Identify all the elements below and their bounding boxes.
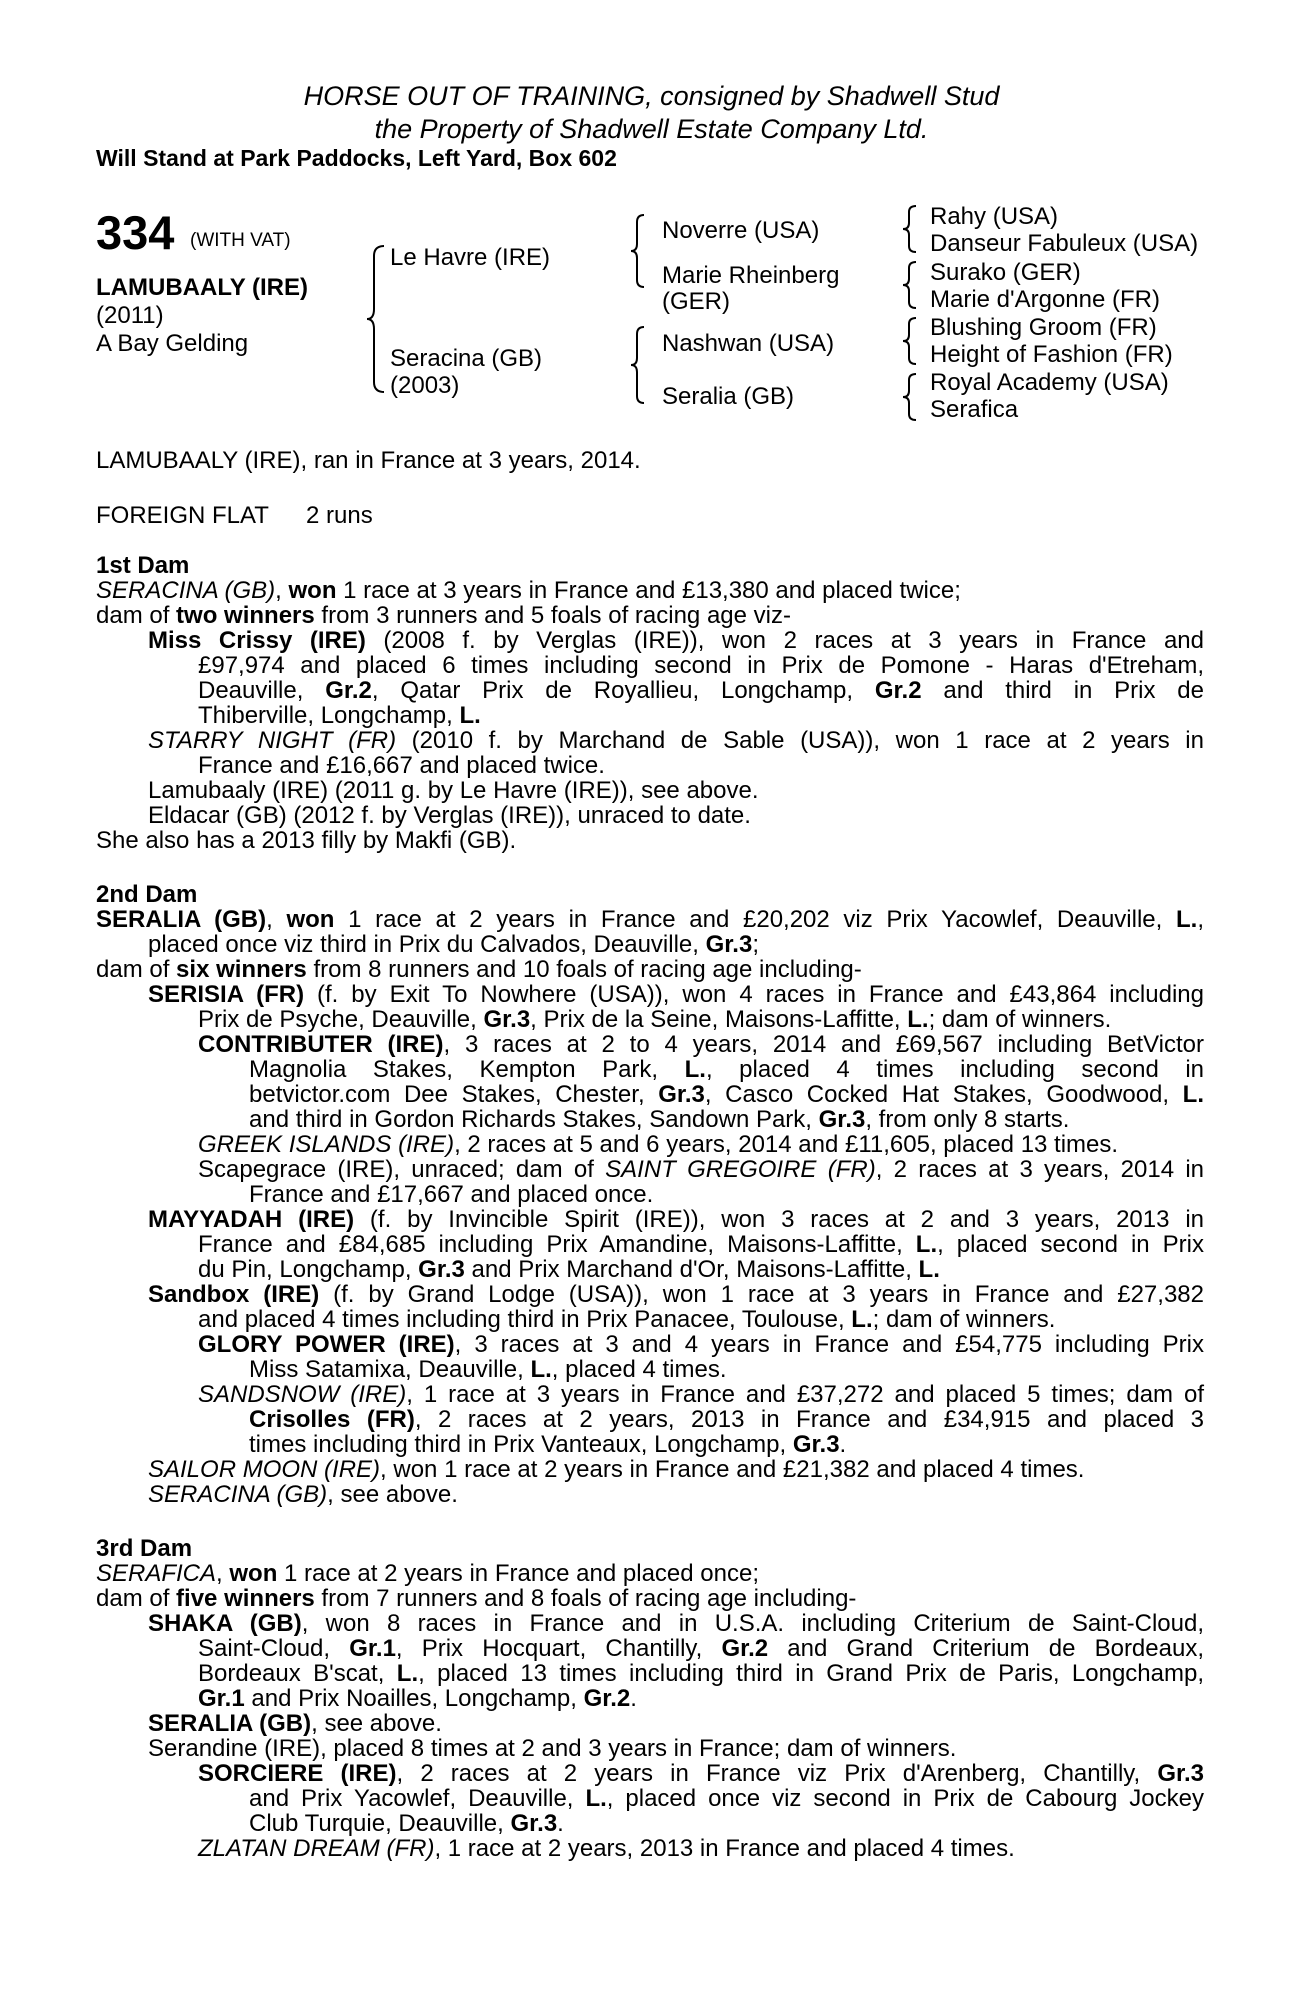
text-line: SHAKA (GB), won 8 races in France and in U.S.A. including Criterium de Saint-Cloud, bbox=[148, 1610, 1204, 1637]
text-line: France and £17,667 and placed once. bbox=[249, 1181, 654, 1208]
text-line: MAYYADAH (IRE) (f. by Invincible Spirit (IRE)), won 3 races at 2 and 3 years, 2013 in bbox=[148, 1206, 1204, 1233]
text-line: placed once viz third in Prix du Calvados, Deauville, Gr.3; bbox=[148, 931, 759, 958]
pedigree-brace-sire bbox=[630, 213, 646, 289]
text-line: Gr.1 and Prix Noailles, Longchamp, Gr.2. bbox=[198, 1685, 637, 1712]
text-line: dam of five winners from 7 runners and 8 foals of racing age including- bbox=[96, 1585, 857, 1612]
text-line: STARRY NIGHT (FR) (2010 f. by Marchand de Sable (USA)), won 1 race at 2 years in bbox=[148, 727, 1204, 754]
text-line: France and £16,667 and placed twice. bbox=[198, 752, 605, 779]
text-line: dam of two winners from 3 runners and 5 foals of racing age viz- bbox=[96, 602, 791, 629]
pedigree-dam-dam: Seralia (GB) bbox=[662, 383, 795, 410]
pedigree-g1: Rahy (USA) bbox=[930, 203, 1059, 230]
horse-year: (2011) bbox=[96, 302, 164, 329]
pedigree-g7: Royal Academy (USA) bbox=[930, 369, 1169, 396]
text-line: SERACINA (GB), see above. bbox=[148, 1481, 458, 1508]
text-line: times including third in Prix Vanteaux, Longchamp, Gr.3. bbox=[249, 1431, 847, 1458]
horse-description: A Bay Gelding bbox=[96, 330, 249, 357]
race-summary: LAMUBAALY (IRE), ran in France at 3 years, 2014. bbox=[96, 447, 641, 474]
horse-name: LAMUBAALY (IRE) bbox=[96, 274, 309, 301]
text-line: Lamubaaly (IRE) (2011 g. by Le Havre (IRE)), see above. bbox=[148, 777, 759, 804]
text-line: SERALIA (GB), won 1 race at 2 years in France and £20,202 viz Prix Yacowlef, Deauville, L., bbox=[96, 906, 1204, 933]
pedigree-g2: Danseur Fabuleux (USA) bbox=[930, 230, 1199, 257]
pedigree-g8: Serafica bbox=[930, 396, 1019, 423]
text-line: Deauville, Gr.2, Qatar Prix de Royallieu, Longchamp, Gr.2 and third in Prix de bbox=[198, 677, 1204, 704]
section-heading-1st-dam: 1st Dam bbox=[96, 552, 190, 579]
lot-number: 334 bbox=[96, 206, 175, 259]
pedigree-g5: Blushing Groom (FR) bbox=[930, 314, 1157, 341]
text-line: and third in Gordon Richards Stakes, Sandown Park, Gr.3, from only 8 starts. bbox=[249, 1106, 1070, 1133]
pedigree-dam: Seracina (GB) bbox=[390, 345, 543, 372]
stand-line: Will Stand at Park Paddocks, Left Yard, Box 602 bbox=[96, 145, 617, 171]
pedigree-brace-g4 bbox=[902, 372, 918, 422]
property-line: the Property of Shadwell Estate Company Ltd. bbox=[374, 114, 929, 144]
text-line: She also has a 2013 filly by Makfi (GB). bbox=[96, 827, 517, 854]
text-line: Serandine (IRE), placed 8 times at 2 and 3 years in France; dam of winners. bbox=[148, 1735, 957, 1762]
text-line: GREEK ISLANDS (IRE), 2 races at 5 and 6 years, 2014 and £11,605, placed 13 times. bbox=[198, 1131, 1119, 1158]
text-line: Bordeaux B'scat, L., placed 13 times including third in Grand Prix de Paris, Longchamp, bbox=[198, 1660, 1204, 1687]
text-line: Sandbox (IRE) (f. by Grand Lodge (USA)), won 1 race at 3 years in France and £27,382 bbox=[148, 1281, 1204, 1308]
pedigree-brace-g3 bbox=[902, 316, 918, 366]
pedigree-sire-dam: Marie Rheinberg bbox=[662, 262, 840, 289]
pedigree-brace-main bbox=[366, 244, 386, 394]
text-line: dam of six winners from 8 runners and 10 foals of racing age including- bbox=[96, 956, 862, 983]
text-line: SERAFICA, won 1 race at 2 years in France and placed once; bbox=[96, 1560, 759, 1587]
text-line: Miss Satamixa, Deauville, L., placed 4 times. bbox=[249, 1356, 727, 1383]
text-line: and Prix Yacowlef, Deauville, L., placed once viz second in Prix de Cabourg Jockey bbox=[249, 1785, 1204, 1812]
text-line: SERISIA (FR) (f. by Exit To Nowhere (USA)), won 4 races in France and £43,864 including bbox=[148, 981, 1204, 1008]
pedigree-dam-sire: Nashwan (USA) bbox=[662, 330, 835, 357]
text-line: ZLATAN DREAM (FR), 1 race at 2 years, 2013 in France and placed 4 times. bbox=[198, 1835, 1015, 1862]
text-line: Miss Crissy (IRE) (2008 f. by Verglas (IRE)), won 2 races at 3 years in France and bbox=[148, 627, 1204, 654]
vat-label: (WITH VAT) bbox=[190, 230, 291, 251]
text-line: Scapegrace (IRE), unraced; dam of SAINT GREGOIRE (FR), 2 races at 3 years, 2014 in bbox=[198, 1156, 1205, 1183]
text-line: Saint-Cloud, Gr.1, Prix Hocquart, Chantilly, Gr.2 and Grand Criterium de Bordeaux, bbox=[198, 1635, 1204, 1662]
text-line: Prix de Psyche, Deauville, Gr.3, Prix de la Seine, Maisons-Laffitte, L.; dam of winners. bbox=[198, 1006, 1112, 1033]
pedigree-sire-dam-country: (GER) bbox=[662, 288, 730, 315]
foreign-flat-runs: 2 runs bbox=[306, 502, 373, 529]
text-line: CONTRIBUTER (IRE), 3 races at 2 to 4 years, 2014 and £69,567 including BetVictor bbox=[198, 1031, 1204, 1058]
text-line: £97,974 and placed 6 times including second in Prix de Pomone - Haras d'Etreham, bbox=[198, 652, 1204, 679]
pedigree-sire: Le Havre (IRE) bbox=[390, 244, 551, 271]
foreign-flat-label: FOREIGN FLAT bbox=[96, 502, 269, 529]
consignor-line: HORSE OUT OF TRAINING, consigned by Shadwell Stud bbox=[303, 81, 1000, 111]
section-heading-3rd-dam: 3rd Dam bbox=[96, 1535, 193, 1562]
pedigree-brace-dam bbox=[630, 325, 646, 405]
text-line: SERACINA (GB), won 1 race at 3 years in France and £13,380 and placed twice; bbox=[96, 577, 961, 604]
text-line: SORCIERE (IRE), 2 races at 2 years in France viz Prix d'Arenberg, Chantilly, Gr.3 bbox=[198, 1760, 1205, 1787]
text-line: and placed 4 times including third in Prix Panacee, Toulouse, L.; dam of winners. bbox=[198, 1306, 1056, 1333]
pedigree-g6: Height of Fashion (FR) bbox=[930, 341, 1173, 368]
text-line: Eldacar (GB) (2012 f. by Verglas (IRE)), unraced to date. bbox=[148, 802, 751, 829]
pedigree-brace-g2 bbox=[902, 260, 918, 310]
text-line: betvictor.com Dee Stakes, Chester, Gr.3, Casco Cocked Hat Stakes, Goodwood, L. bbox=[249, 1081, 1204, 1108]
text-line: GLORY POWER (IRE), 3 races at 3 and 4 years in France and £54,775 including Prix bbox=[198, 1331, 1204, 1358]
text-line: SERALIA (GB), see above. bbox=[148, 1710, 442, 1737]
text-line: SAILOR MOON (IRE), won 1 race at 2 years in France and £21,382 and placed 4 times. bbox=[148, 1456, 1085, 1483]
pedigree-brace-g1 bbox=[902, 204, 918, 254]
pedigree-sire-sire: Noverre (USA) bbox=[662, 217, 820, 244]
text-line: Thiberville, Longchamp, L. bbox=[198, 702, 481, 729]
text-line: du Pin, Longchamp, Gr.3 and Prix Marchand d'Or, Maisons-Laffitte, L. bbox=[198, 1256, 940, 1283]
pedigree-g3: Surako (GER) bbox=[930, 259, 1081, 286]
text-line: Crisolles (FR), 2 races at 2 years, 2013 in France and £34,915 and placed 3 bbox=[249, 1406, 1204, 1433]
text-line: SANDSNOW (IRE), 1 race at 3 years in France and £37,272 and placed 5 times; dam of bbox=[198, 1381, 1204, 1408]
text-line: Magnolia Stakes, Kempton Park, L., placed 4 times including second in bbox=[249, 1056, 1204, 1083]
pedigree-dam-year: (2003) bbox=[390, 372, 460, 399]
text-line: France and £84,685 including Prix Amandine, Maisons-Laffitte, L., placed second in Prix bbox=[198, 1231, 1204, 1258]
pedigree-g4: Marie d'Argonne (FR) bbox=[930, 286, 1160, 313]
section-heading-2nd-dam: 2nd Dam bbox=[96, 881, 198, 908]
text-line: Club Turquie, Deauville, Gr.3. bbox=[249, 1810, 564, 1837]
